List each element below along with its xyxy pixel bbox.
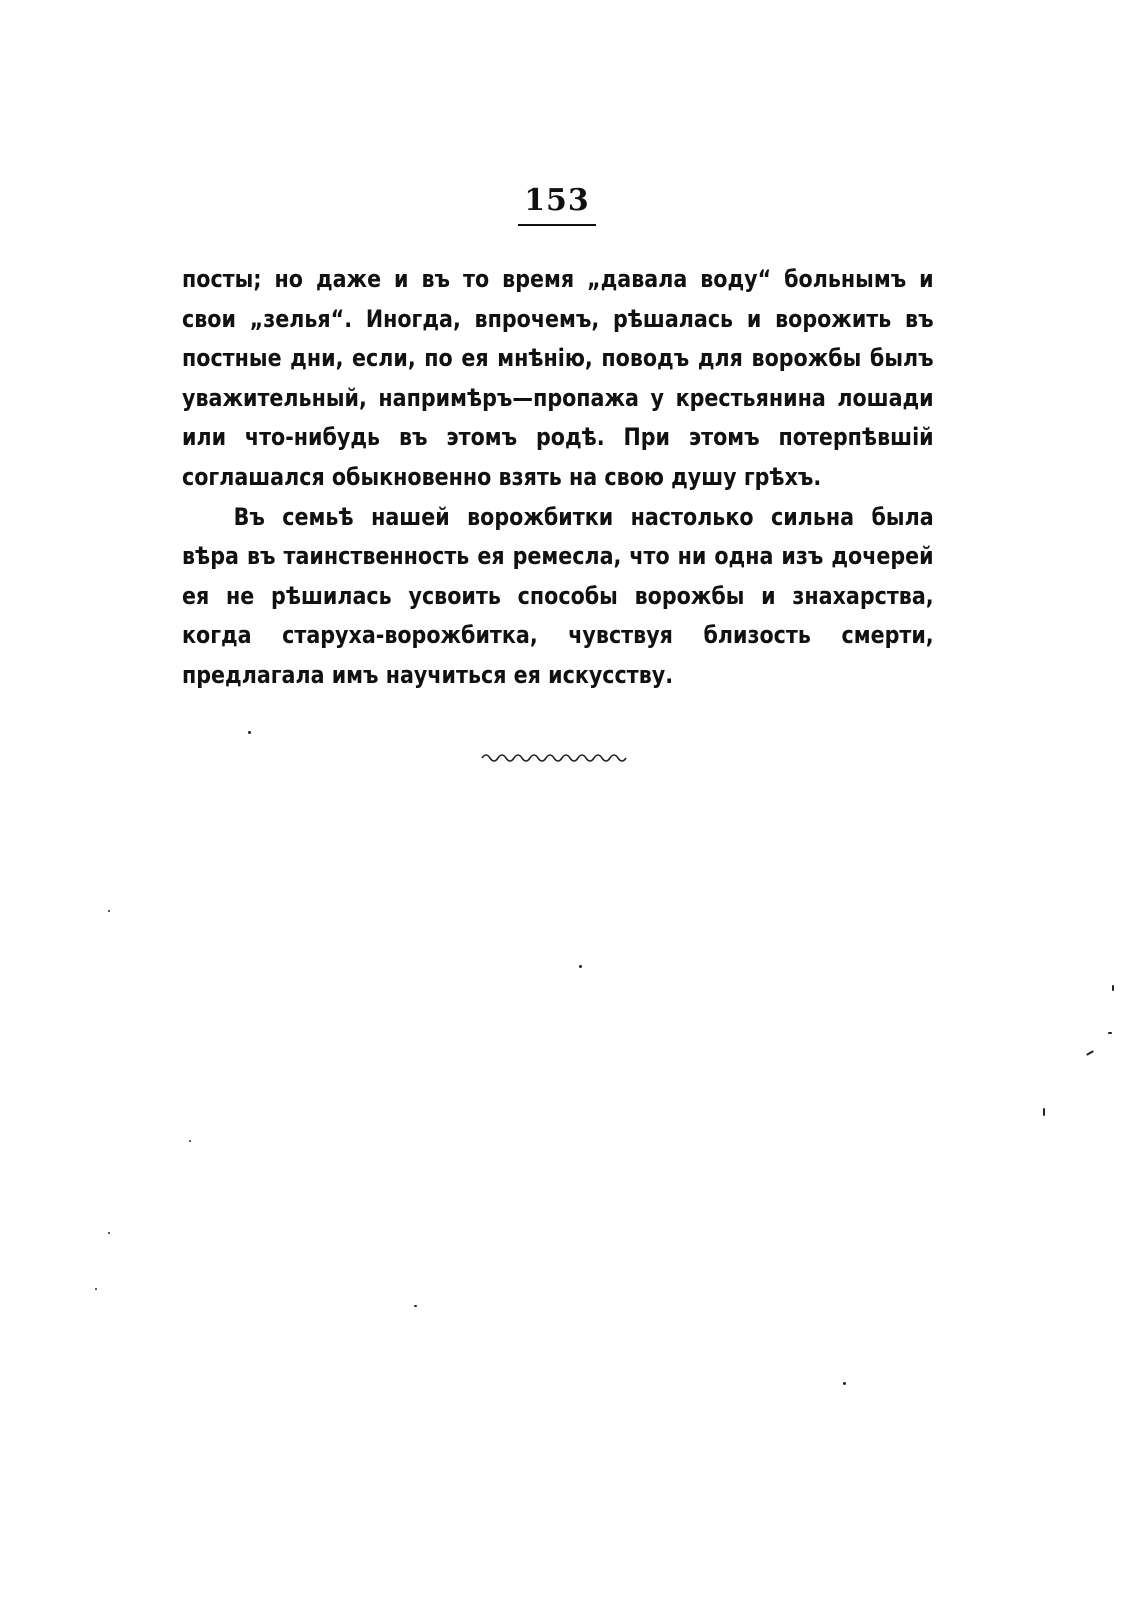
scan-speck [108,910,110,912]
scan-speck [1108,1032,1112,1034]
scan-speck [189,1140,191,1142]
scan-speck [843,1382,846,1385]
scan-speck [1112,985,1114,991]
paragraph-2: Въ семьѣ нашей ворожбитки настолько сильна была вѣра въ таинственность ея ремесла, что ни одна изъ дочерей ея не рѣшилась усвоить способы ворожбы и знахарства, когда старуха-ворожбитка, чувствуя близость смерти, предлагала имъ научиться ея искусству. [182,502,934,689]
scan-speck [414,1305,417,1307]
scan-speck [579,965,582,968]
body-text [182,260,934,696]
paragraph-1: посты; но даже и въ то время „давала воду“ больнымъ и свои „зелья“. Иногда, впрочемъ, рѣшалась и ворожить въ постные дни, если, по ея мнѣнію, поводъ для ворожбы былъ уважительный, напримѣръ—пропажа у крестьянина лошади или что-нибудь въ этомъ родѣ. При этомъ потерпѣвшій соглашался обыкновенно взять на свою душу грѣхъ. [182,265,934,491]
scan-speck [1043,1108,1045,1116]
scan-speck [1086,1050,1094,1056]
page-number-rule [518,224,596,226]
scan-speck [95,1288,97,1290]
scan-speck [248,731,251,734]
page-number: 153 [524,183,590,218]
wavy-line-ornament [480,748,632,766]
scan-speck [108,1232,110,1234]
